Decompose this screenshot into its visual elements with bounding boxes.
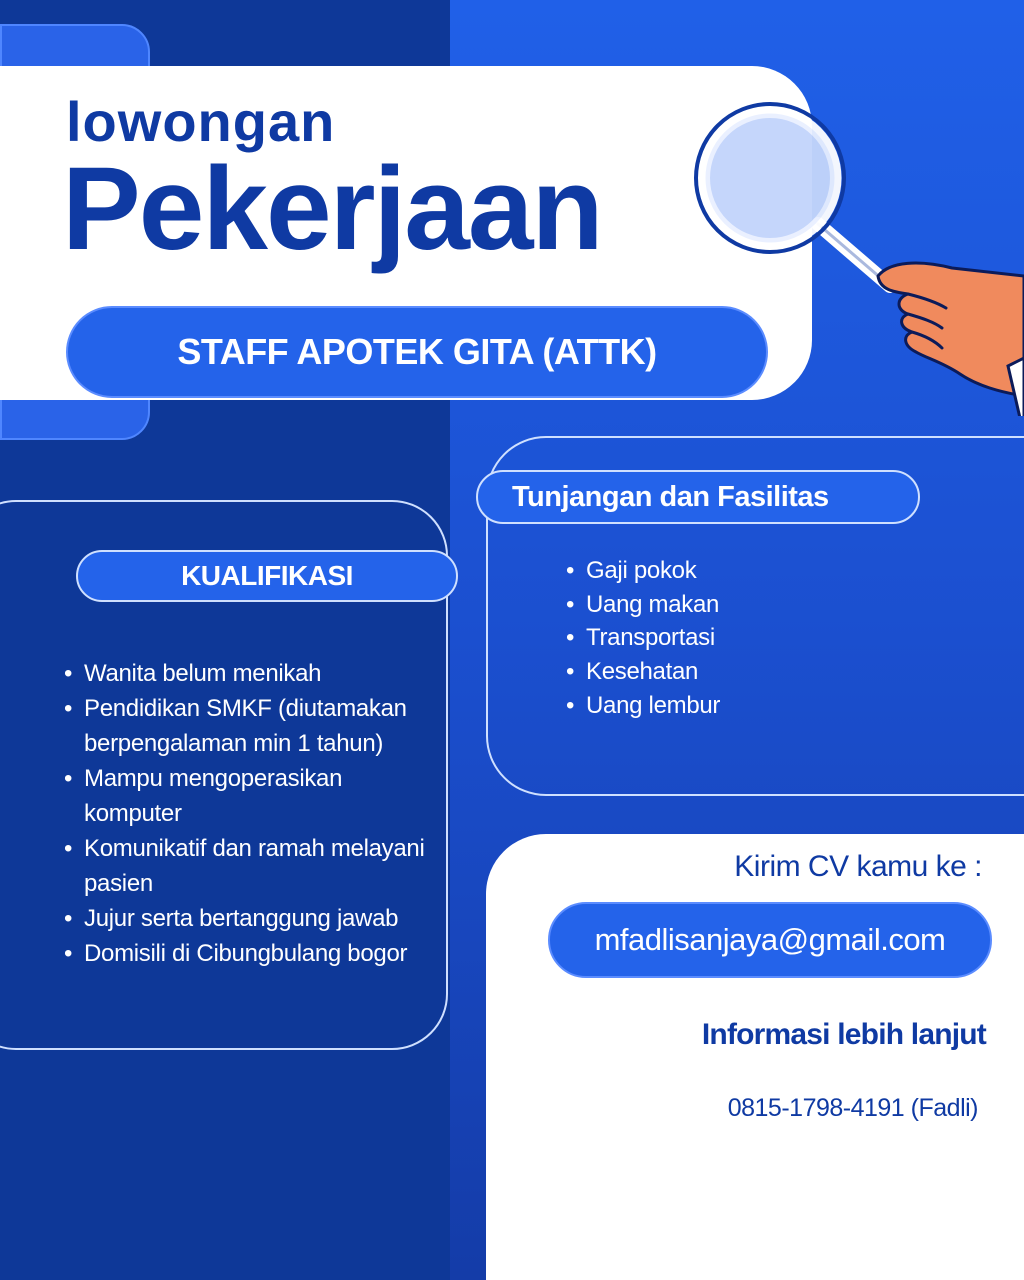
info-label: Informasi lebih lanjut xyxy=(701,1018,986,1051)
magnifying-glass-hand-icon xyxy=(690,96,1024,416)
phone-number[interactable]: 0815-1798-4191 (Fadli) xyxy=(727,1094,978,1122)
qualifications-heading-pill xyxy=(76,550,458,602)
qualifications-list xyxy=(60,656,440,971)
benefits-heading: Tunjangan dan Fasilitas xyxy=(512,480,829,513)
title-big: Pekerjaan xyxy=(62,143,602,275)
list-item: • Uang makan xyxy=(562,588,720,622)
contact-card xyxy=(486,834,1024,1280)
list-item: • Domisili di Cibungbulang bogor xyxy=(60,936,440,971)
email-pill[interactable] xyxy=(548,902,992,978)
job-title: STAFF APOTEK GITA (ATTK) xyxy=(177,331,657,372)
list-item: • Pendidikan SMKF (diutamakan berpengalaman min 1 tahun) xyxy=(60,691,440,761)
list-item: • Gaji pokok xyxy=(562,554,720,588)
title-small: lowongan xyxy=(66,90,336,153)
qualifications-heading: KUALIFIKASI xyxy=(181,560,353,591)
list-item: • Wanita belum menikah xyxy=(60,656,440,691)
list-item: • Jujur serta bertanggung jawab xyxy=(60,901,440,936)
list-item: • Kesehatan xyxy=(562,655,720,689)
list-item: • Uang lembur xyxy=(562,689,720,723)
benefits-list xyxy=(562,554,720,723)
benefits-heading-pill xyxy=(476,470,920,524)
job-title-pill xyxy=(66,306,768,398)
list-item: • Transportasi xyxy=(562,621,720,655)
email-address[interactable]: mfadlisanjaya@gmail.com xyxy=(594,922,946,957)
list-item: • Mampu mengoperasikan komputer xyxy=(60,761,440,831)
cv-label: Kirim CV kamu ke : xyxy=(734,850,982,883)
list-item: • Komunikatif dan ramah melayani pasien xyxy=(60,831,440,901)
